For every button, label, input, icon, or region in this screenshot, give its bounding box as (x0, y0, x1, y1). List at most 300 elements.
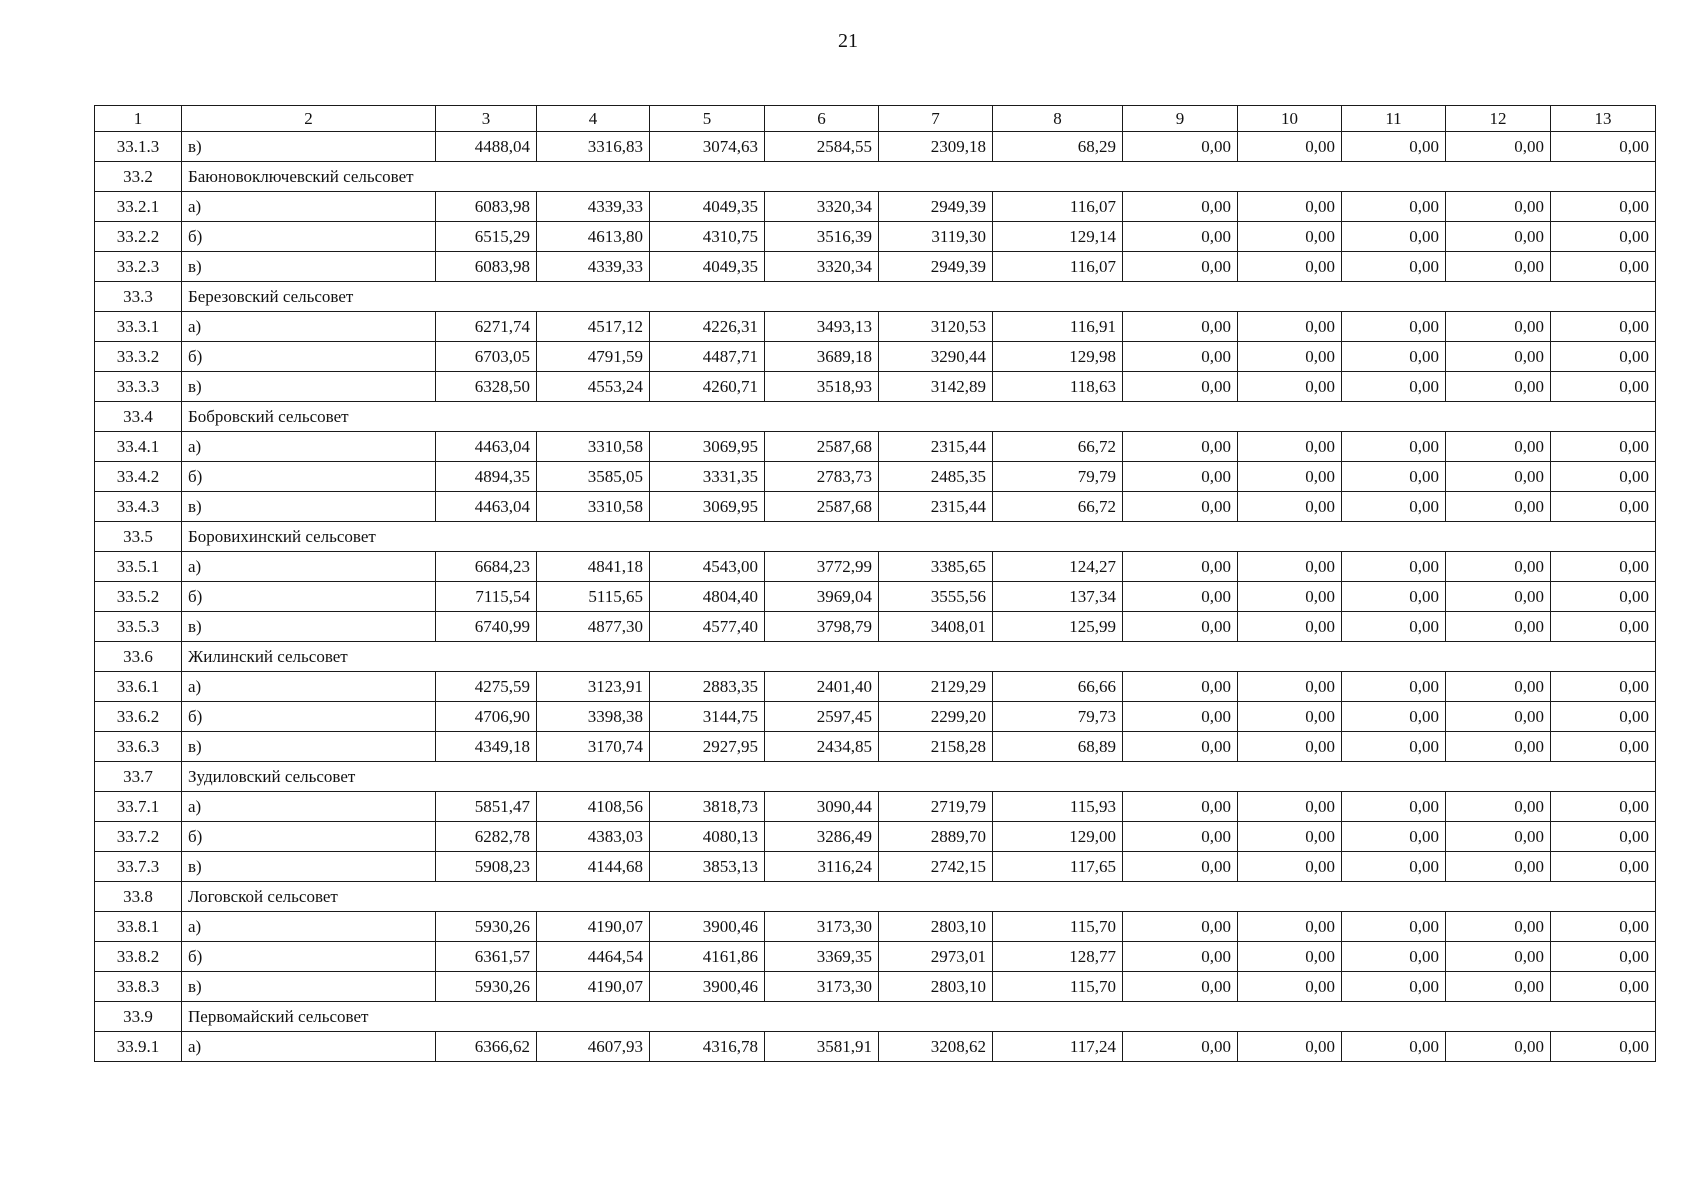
value-cell-col-6: 2597,45 (765, 702, 879, 732)
value-cell-col-12: 0,00 (1446, 1032, 1551, 1062)
value-cell-col-13: 0,00 (1551, 132, 1656, 162)
value-cell-col-7: 3385,65 (879, 552, 993, 582)
row-variant: б) (182, 582, 436, 612)
row-variant: а) (182, 912, 436, 942)
value-cell-col-6: 2587,68 (765, 432, 879, 462)
value-cell-col-9: 0,00 (1123, 852, 1238, 882)
value-cell-col-12: 0,00 (1446, 792, 1551, 822)
table-row (95, 942, 1656, 972)
value-cell-col-5: 3069,95 (650, 492, 765, 522)
row-code: 33.7.2 (95, 822, 182, 852)
value-cell-col-9: 0,00 (1123, 822, 1238, 852)
table-body (95, 132, 1656, 1062)
table-row (95, 702, 1656, 732)
value-cell-col-8: 115,93 (993, 792, 1123, 822)
value-cell-col-6: 2401,40 (765, 672, 879, 702)
value-cell-col-9: 0,00 (1123, 192, 1238, 222)
value-cell-col-8: 117,24 (993, 1032, 1123, 1062)
value-cell-col-12: 0,00 (1446, 672, 1551, 702)
row-code: 33.2.1 (95, 192, 182, 222)
row-code: 33.6.2 (95, 702, 182, 732)
value-cell-col-13: 0,00 (1551, 612, 1656, 642)
value-cell-col-9: 0,00 (1123, 1032, 1238, 1062)
value-cell-col-3: 6328,50 (436, 372, 537, 402)
table-row (95, 462, 1656, 492)
value-cell-col-5: 2927,95 (650, 732, 765, 762)
section-code: 33.3 (95, 282, 182, 312)
section-code: 33.5 (95, 522, 182, 552)
value-cell-col-7: 3290,44 (879, 342, 993, 372)
value-cell-col-13: 0,00 (1551, 372, 1656, 402)
value-cell-col-11: 0,00 (1342, 252, 1446, 282)
row-variant: в) (182, 732, 436, 762)
value-cell-col-11: 0,00 (1342, 792, 1446, 822)
row-variant: б) (182, 462, 436, 492)
value-cell-col-8: 115,70 (993, 972, 1123, 1002)
value-cell-col-10: 0,00 (1238, 342, 1342, 372)
value-cell-col-3: 4894,35 (436, 462, 537, 492)
value-cell-col-12: 0,00 (1446, 912, 1551, 942)
row-code: 33.7.3 (95, 852, 182, 882)
value-cell-col-7: 3208,62 (879, 1032, 993, 1062)
page-number: 21 (838, 30, 858, 52)
value-cell-col-12: 0,00 (1446, 822, 1551, 852)
table-row (95, 132, 1656, 162)
value-cell-col-3: 4463,04 (436, 492, 537, 522)
value-cell-col-9: 0,00 (1123, 702, 1238, 732)
value-cell-col-10: 0,00 (1238, 222, 1342, 252)
value-cell-col-7: 2309,18 (879, 132, 993, 162)
table-row (95, 342, 1656, 372)
row-variant: б) (182, 342, 436, 372)
value-cell-col-3: 6740,99 (436, 612, 537, 642)
value-cell-col-8: 129,14 (993, 222, 1123, 252)
value-cell-col-12: 0,00 (1446, 132, 1551, 162)
value-cell-col-7: 2315,44 (879, 432, 993, 462)
value-cell-col-7: 3408,01 (879, 612, 993, 642)
value-cell-col-12: 0,00 (1446, 462, 1551, 492)
section-row (95, 642, 1656, 672)
value-cell-col-10: 0,00 (1238, 912, 1342, 942)
value-cell-col-5: 4049,35 (650, 252, 765, 282)
value-cell-col-13: 0,00 (1551, 972, 1656, 1002)
value-cell-col-4: 4190,07 (537, 972, 650, 1002)
value-cell-col-7: 2719,79 (879, 792, 993, 822)
value-cell-col-9: 0,00 (1123, 552, 1238, 582)
value-cell-col-10: 0,00 (1238, 852, 1342, 882)
value-cell-col-4: 4339,33 (537, 252, 650, 282)
value-cell-col-4: 3123,91 (537, 672, 650, 702)
value-cell-col-11: 0,00 (1342, 1032, 1446, 1062)
value-cell-col-5: 2883,35 (650, 672, 765, 702)
value-cell-col-5: 4260,71 (650, 372, 765, 402)
value-cell-col-10: 0,00 (1238, 192, 1342, 222)
value-cell-col-9: 0,00 (1123, 342, 1238, 372)
value-cell-col-13: 0,00 (1551, 732, 1656, 762)
value-cell-col-3: 6282,78 (436, 822, 537, 852)
section-code: 33.7 (95, 762, 182, 792)
value-cell-col-8: 115,70 (993, 912, 1123, 942)
header-row (95, 106, 1656, 132)
table-row (95, 672, 1656, 702)
value-cell-col-4: 4841,18 (537, 552, 650, 582)
value-cell-col-5: 3900,46 (650, 972, 765, 1002)
value-cell-col-11: 0,00 (1342, 582, 1446, 612)
value-cell-col-11: 0,00 (1342, 552, 1446, 582)
value-cell-col-7: 3555,56 (879, 582, 993, 612)
row-code: 33.8.2 (95, 942, 182, 972)
value-cell-col-12: 0,00 (1446, 612, 1551, 642)
value-cell-col-8: 116,07 (993, 192, 1123, 222)
section-row (95, 402, 1656, 432)
section-row (95, 282, 1656, 312)
value-cell-col-8: 66,72 (993, 492, 1123, 522)
value-cell-col-3: 5930,26 (436, 912, 537, 942)
value-cell-col-3: 4488,04 (436, 132, 537, 162)
value-cell-col-12: 0,00 (1446, 432, 1551, 462)
value-cell-col-8: 128,77 (993, 942, 1123, 972)
value-cell-col-4: 4613,80 (537, 222, 650, 252)
section-code: 33.6 (95, 642, 182, 672)
value-cell-col-4: 4108,56 (537, 792, 650, 822)
value-cell-col-13: 0,00 (1551, 792, 1656, 822)
value-cell-col-8: 66,72 (993, 432, 1123, 462)
tariff-table (94, 105, 1656, 1062)
value-cell-col-5: 3069,95 (650, 432, 765, 462)
row-code: 33.4.3 (95, 492, 182, 522)
value-cell-col-3: 6684,23 (436, 552, 537, 582)
value-cell-col-9: 0,00 (1123, 672, 1238, 702)
table-row (95, 492, 1656, 522)
section-name: Логовской сельсовет (182, 882, 1656, 912)
value-cell-col-3: 5930,26 (436, 972, 537, 1002)
column-header-3: 3 (436, 106, 537, 132)
value-cell-col-10: 0,00 (1238, 582, 1342, 612)
section-row (95, 522, 1656, 552)
section-row (95, 762, 1656, 792)
column-header-6: 6 (765, 106, 879, 132)
value-cell-col-10: 0,00 (1238, 552, 1342, 582)
value-cell-col-11: 0,00 (1342, 972, 1446, 1002)
value-cell-col-12: 0,00 (1446, 252, 1551, 282)
table-row (95, 822, 1656, 852)
value-cell-col-8: 137,34 (993, 582, 1123, 612)
value-cell-col-10: 0,00 (1238, 822, 1342, 852)
value-cell-col-6: 3689,18 (765, 342, 879, 372)
value-cell-col-6: 3516,39 (765, 222, 879, 252)
row-code: 33.5.2 (95, 582, 182, 612)
value-cell-col-4: 4144,68 (537, 852, 650, 882)
value-cell-col-13: 0,00 (1551, 702, 1656, 732)
row-variant: а) (182, 312, 436, 342)
value-cell-col-5: 4310,75 (650, 222, 765, 252)
table-row (95, 222, 1656, 252)
value-cell-col-11: 0,00 (1342, 342, 1446, 372)
row-code: 33.4.1 (95, 432, 182, 462)
value-cell-col-13: 0,00 (1551, 312, 1656, 342)
value-cell-col-12: 0,00 (1446, 492, 1551, 522)
value-cell-col-5: 4804,40 (650, 582, 765, 612)
column-header-13: 13 (1551, 106, 1656, 132)
value-cell-col-13: 0,00 (1551, 462, 1656, 492)
section-code: 33.2 (95, 162, 182, 192)
section-name: Березовский сельсовет (182, 282, 1656, 312)
row-code: 33.7.1 (95, 792, 182, 822)
row-code: 33.6.3 (95, 732, 182, 762)
value-cell-col-6: 2783,73 (765, 462, 879, 492)
value-cell-col-3: 4463,04 (436, 432, 537, 462)
value-cell-col-10: 0,00 (1238, 792, 1342, 822)
section-row (95, 1002, 1656, 1032)
value-cell-col-7: 2129,29 (879, 672, 993, 702)
value-cell-col-7: 2299,20 (879, 702, 993, 732)
value-cell-col-10: 0,00 (1238, 1032, 1342, 1062)
value-cell-col-3: 4349,18 (436, 732, 537, 762)
value-cell-col-11: 0,00 (1342, 372, 1446, 402)
table-row (95, 582, 1656, 612)
column-header-9: 9 (1123, 106, 1238, 132)
value-cell-col-10: 0,00 (1238, 372, 1342, 402)
value-cell-col-6: 3116,24 (765, 852, 879, 882)
value-cell-col-12: 0,00 (1446, 552, 1551, 582)
value-cell-col-9: 0,00 (1123, 312, 1238, 342)
value-cell-col-8: 117,65 (993, 852, 1123, 882)
value-cell-col-5: 4577,40 (650, 612, 765, 642)
value-cell-col-13: 0,00 (1551, 252, 1656, 282)
value-cell-col-9: 0,00 (1123, 942, 1238, 972)
column-header-1: 1 (95, 106, 182, 132)
row-variant: в) (182, 612, 436, 642)
value-cell-col-13: 0,00 (1551, 432, 1656, 462)
value-cell-col-3: 4706,90 (436, 702, 537, 732)
value-cell-col-7: 2742,15 (879, 852, 993, 882)
value-cell-col-9: 0,00 (1123, 462, 1238, 492)
value-cell-col-11: 0,00 (1342, 912, 1446, 942)
value-cell-col-4: 4553,24 (537, 372, 650, 402)
value-cell-col-12: 0,00 (1446, 342, 1551, 372)
row-variant: в) (182, 852, 436, 882)
value-cell-col-10: 0,00 (1238, 702, 1342, 732)
value-cell-col-3: 4275,59 (436, 672, 537, 702)
value-cell-col-12: 0,00 (1446, 702, 1551, 732)
value-cell-col-9: 0,00 (1123, 252, 1238, 282)
value-cell-col-13: 0,00 (1551, 822, 1656, 852)
row-code: 33.2.3 (95, 252, 182, 282)
value-cell-col-5: 3853,13 (650, 852, 765, 882)
value-cell-col-7: 2803,10 (879, 912, 993, 942)
value-cell-col-4: 4517,12 (537, 312, 650, 342)
value-cell-col-5: 3331,35 (650, 462, 765, 492)
table-row (95, 372, 1656, 402)
value-cell-col-3: 6703,05 (436, 342, 537, 372)
value-cell-col-7: 3119,30 (879, 222, 993, 252)
row-variant: а) (182, 1032, 436, 1062)
value-cell-col-4: 3316,83 (537, 132, 650, 162)
row-variant: а) (182, 552, 436, 582)
value-cell-col-5: 4080,13 (650, 822, 765, 852)
value-cell-col-5: 4049,35 (650, 192, 765, 222)
section-code: 33.8 (95, 882, 182, 912)
table-row (95, 192, 1656, 222)
table-row (95, 732, 1656, 762)
section-code: 33.4 (95, 402, 182, 432)
table-row (95, 612, 1656, 642)
table-row (95, 1032, 1656, 1062)
row-variant: б) (182, 822, 436, 852)
value-cell-col-4: 4464,54 (537, 942, 650, 972)
row-code: 33.8.1 (95, 912, 182, 942)
section-name: Зудиловский сельсовет (182, 762, 1656, 792)
value-cell-col-4: 5115,65 (537, 582, 650, 612)
value-cell-col-12: 0,00 (1446, 312, 1551, 342)
row-variant: а) (182, 672, 436, 702)
value-cell-col-13: 0,00 (1551, 582, 1656, 612)
value-cell-col-8: 66,66 (993, 672, 1123, 702)
value-cell-col-11: 0,00 (1342, 612, 1446, 642)
value-cell-col-10: 0,00 (1238, 942, 1342, 972)
value-cell-col-13: 0,00 (1551, 912, 1656, 942)
value-cell-col-6: 3581,91 (765, 1032, 879, 1062)
value-cell-col-5: 4316,78 (650, 1032, 765, 1062)
value-cell-col-11: 0,00 (1342, 852, 1446, 882)
value-cell-col-6: 2434,85 (765, 732, 879, 762)
value-cell-col-9: 0,00 (1123, 372, 1238, 402)
value-cell-col-5: 3144,75 (650, 702, 765, 732)
value-cell-col-11: 0,00 (1342, 132, 1446, 162)
column-header-10: 10 (1238, 106, 1342, 132)
value-cell-col-12: 0,00 (1446, 582, 1551, 612)
value-cell-col-5: 4161,86 (650, 942, 765, 972)
value-cell-col-4: 3398,38 (537, 702, 650, 732)
row-code: 33.8.3 (95, 972, 182, 1002)
value-cell-col-6: 2587,68 (765, 492, 879, 522)
value-cell-col-10: 0,00 (1238, 672, 1342, 702)
value-cell-col-6: 3173,30 (765, 912, 879, 942)
value-cell-col-5: 4487,71 (650, 342, 765, 372)
value-cell-col-10: 0,00 (1238, 612, 1342, 642)
column-header-11: 11 (1342, 106, 1446, 132)
table-row (95, 252, 1656, 282)
value-cell-col-9: 0,00 (1123, 792, 1238, 822)
column-header-12: 12 (1446, 106, 1551, 132)
row-variant: в) (182, 372, 436, 402)
section-row (95, 882, 1656, 912)
table-row (95, 972, 1656, 1002)
value-cell-col-6: 3090,44 (765, 792, 879, 822)
value-cell-col-13: 0,00 (1551, 552, 1656, 582)
value-cell-col-8: 116,07 (993, 252, 1123, 282)
value-cell-col-5: 4226,31 (650, 312, 765, 342)
value-cell-col-11: 0,00 (1342, 702, 1446, 732)
value-cell-col-4: 4877,30 (537, 612, 650, 642)
value-cell-col-13: 0,00 (1551, 852, 1656, 882)
value-cell-col-12: 0,00 (1446, 192, 1551, 222)
value-cell-col-10: 0,00 (1238, 462, 1342, 492)
value-cell-col-13: 0,00 (1551, 492, 1656, 522)
value-cell-col-11: 0,00 (1342, 432, 1446, 462)
value-cell-col-10: 0,00 (1238, 252, 1342, 282)
value-cell-col-12: 0,00 (1446, 852, 1551, 882)
row-variant: а) (182, 432, 436, 462)
value-cell-col-4: 4383,03 (537, 822, 650, 852)
value-cell-col-11: 0,00 (1342, 492, 1446, 522)
value-cell-col-6: 3798,79 (765, 612, 879, 642)
table-row (95, 312, 1656, 342)
value-cell-col-4: 4339,33 (537, 192, 650, 222)
value-cell-col-6: 3493,13 (765, 312, 879, 342)
row-code: 33.5.3 (95, 612, 182, 642)
value-cell-col-10: 0,00 (1238, 492, 1342, 522)
value-cell-col-4: 3310,58 (537, 432, 650, 462)
value-cell-col-8: 129,00 (993, 822, 1123, 852)
row-code: 33.5.1 (95, 552, 182, 582)
value-cell-col-9: 0,00 (1123, 732, 1238, 762)
value-cell-col-7: 2315,44 (879, 492, 993, 522)
value-cell-col-8: 124,27 (993, 552, 1123, 582)
value-cell-col-5: 3818,73 (650, 792, 765, 822)
value-cell-col-7: 2485,35 (879, 462, 993, 492)
section-name: Боровихинский сельсовет (182, 522, 1656, 552)
row-code: 33.3.2 (95, 342, 182, 372)
value-cell-col-12: 0,00 (1446, 972, 1551, 1002)
value-cell-col-8: 118,63 (993, 372, 1123, 402)
section-name: Жилинский сельсовет (182, 642, 1656, 672)
value-cell-col-6: 3320,34 (765, 252, 879, 282)
value-cell-col-7: 2949,39 (879, 252, 993, 282)
value-cell-col-11: 0,00 (1342, 732, 1446, 762)
value-cell-col-9: 0,00 (1123, 132, 1238, 162)
value-cell-col-6: 2584,55 (765, 132, 879, 162)
row-variant: б) (182, 222, 436, 252)
table-row (95, 432, 1656, 462)
value-cell-col-13: 0,00 (1551, 1032, 1656, 1062)
value-cell-col-7: 2949,39 (879, 192, 993, 222)
value-cell-col-8: 68,29 (993, 132, 1123, 162)
row-variant: б) (182, 702, 436, 732)
table-row (95, 552, 1656, 582)
column-header-7: 7 (879, 106, 993, 132)
value-cell-col-3: 6361,57 (436, 942, 537, 972)
value-cell-col-4: 3585,05 (537, 462, 650, 492)
value-cell-col-6: 3518,93 (765, 372, 879, 402)
value-cell-col-11: 0,00 (1342, 192, 1446, 222)
value-cell-col-3: 6083,98 (436, 192, 537, 222)
value-cell-col-13: 0,00 (1551, 192, 1656, 222)
value-cell-col-8: 116,91 (993, 312, 1123, 342)
value-cell-col-12: 0,00 (1446, 732, 1551, 762)
value-cell-col-8: 129,98 (993, 342, 1123, 372)
row-code: 33.6.1 (95, 672, 182, 702)
row-variant: в) (182, 972, 436, 1002)
table-row (95, 912, 1656, 942)
value-cell-col-7: 2803,10 (879, 972, 993, 1002)
value-cell-col-7: 2158,28 (879, 732, 993, 762)
value-cell-col-4: 3310,58 (537, 492, 650, 522)
value-cell-col-6: 3173,30 (765, 972, 879, 1002)
value-cell-col-11: 0,00 (1342, 312, 1446, 342)
value-cell-col-6: 3969,04 (765, 582, 879, 612)
value-cell-col-7: 3120,53 (879, 312, 993, 342)
value-cell-col-3: 6515,29 (436, 222, 537, 252)
value-cell-col-9: 0,00 (1123, 492, 1238, 522)
value-cell-col-9: 0,00 (1123, 222, 1238, 252)
value-cell-col-4: 4791,59 (537, 342, 650, 372)
value-cell-col-6: 3772,99 (765, 552, 879, 582)
value-cell-col-10: 0,00 (1238, 312, 1342, 342)
value-cell-col-7: 2889,70 (879, 822, 993, 852)
row-code: 33.3.1 (95, 312, 182, 342)
section-name: Баюновоключевский сельсовет (182, 162, 1656, 192)
